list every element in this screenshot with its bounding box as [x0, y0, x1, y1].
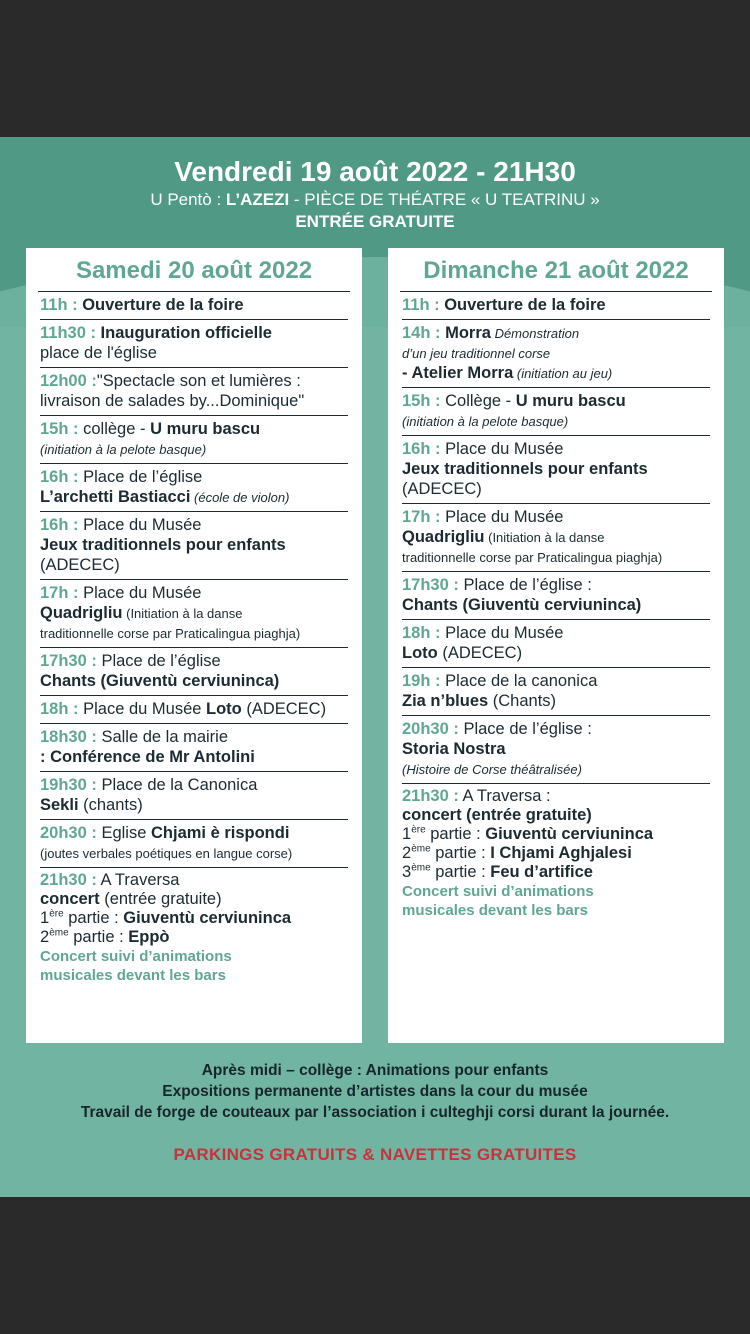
event-text: Place de l’église [78, 468, 203, 486]
event-note: (école de violon) [190, 490, 290, 505]
bottom-black-bar [0, 1197, 750, 1334]
event-time: 11h : [402, 296, 440, 314]
event-time: 17h30 : [40, 652, 97, 670]
event-bold: Jeux traditionnels pour enfants [40, 536, 286, 554]
event-note: (Histoire de Corse théâtralisée) [402, 762, 582, 777]
concert-note: Concert suivi d’animations [40, 948, 232, 965]
part-label: partie : [63, 909, 124, 927]
sunday-title: Dimanche 21 août 2022 [400, 248, 712, 292]
event-time: 17h30 : [402, 576, 459, 594]
list-item [40, 868, 348, 989]
poster-header [0, 155, 750, 233]
event-bold: Jeux traditionnels pour enfants [402, 460, 648, 478]
event-text: Ouverture de la foire [439, 296, 606, 314]
subtitle-prefix: U Pentò : [150, 190, 226, 209]
list-item [40, 696, 348, 724]
event-text: (ADECEC) [40, 556, 120, 574]
concert-note: musicales devant les bars [402, 902, 588, 919]
list-item [40, 648, 348, 696]
list-item [402, 620, 710, 668]
list-item [402, 784, 710, 924]
part-label: partie : [68, 928, 129, 946]
concert-note: musicales devant les bars [40, 967, 226, 984]
event-time: 14h : [402, 324, 441, 342]
part-ordinal: ème [411, 862, 431, 874]
list-item [402, 716, 710, 784]
list-item [402, 320, 710, 388]
friday-subtitle [0, 189, 750, 211]
list-item [40, 464, 348, 512]
event-bold: Eppò [128, 928, 170, 946]
event-time: 20h30 : [402, 720, 459, 738]
event-time: 18h30 : [40, 728, 97, 746]
event-bold: L’archetti Bastiacci [40, 488, 191, 506]
event-note: traditionnelle corse par Praticalingua piaghja) [40, 626, 301, 641]
concert-note: Concert suivi d’animations [402, 883, 594, 900]
part-ordinal: ère [49, 908, 64, 920]
event-bold: Morra [440, 324, 491, 342]
event-text: Place de l’église : [458, 576, 592, 594]
event-time: 11h : [40, 296, 78, 314]
event-note: (Initiation à la danse [484, 530, 605, 545]
free-entry: ENTRÉE GRATUITE [295, 212, 455, 231]
list-item [402, 388, 710, 436]
event-time: 15h : [402, 392, 441, 410]
event-time: 18h : [40, 700, 79, 718]
event-text: A Traversa : [458, 787, 551, 805]
list-item [40, 724, 348, 772]
subtitle-suffix: - PIÈCE DE THÉATRE « U TEATRINU » [289, 190, 600, 209]
event-time: 11h30 : [40, 324, 96, 342]
event-text: (ADECEC) [437, 644, 523, 662]
footer-line-2: Expositions permanente d’artistes dans la cour du musée [162, 1083, 588, 1100]
part-number: 1 [40, 909, 50, 927]
event-bold: - Atelier Morra [402, 364, 514, 382]
event-time: 16h : [40, 516, 79, 534]
event-time: 15h : [40, 420, 79, 438]
event-bold: Quadrigliu [40, 604, 123, 622]
event-bold: : Conférence de Mr Antolini [40, 748, 255, 766]
sunday-card [388, 248, 724, 1043]
event-note: (Initiation à la danse [122, 606, 243, 621]
event-bold: Giuventù cerviuninca [123, 909, 292, 927]
event-note: traditionnelle corse par Praticalingua piaghja) [402, 550, 663, 565]
event-text: collège - [78, 420, 151, 438]
parking-notice: PARKINGS GRATUITS & NAVETTES GRATUITES [173, 1145, 577, 1164]
event-note: (initiation au jeu) [513, 366, 613, 381]
event-time: 21h30 : [40, 871, 97, 889]
event-bold: U muru bascu [150, 420, 261, 438]
event-text: Ouverture de la foire [77, 296, 244, 314]
event-text: (entrée gratuite) [99, 890, 222, 908]
event-text: "Spectacle son et lumières : [96, 372, 301, 390]
event-bold: U muru bascu [515, 392, 626, 410]
event-bold: Inauguration officielle [95, 324, 272, 342]
event-time: 17h : [40, 584, 79, 602]
event-text: Place de la canonica [440, 672, 598, 690]
event-text: Place de la Canonica [96, 776, 258, 794]
list-item [40, 368, 348, 416]
event-poster [0, 137, 750, 1197]
saturday-title: Samedi 20 août 2022 [38, 248, 350, 292]
event-time: 12h00 : [40, 372, 97, 390]
event-text: livraison de salades by...Dominique" [40, 392, 305, 410]
part-label: partie : [425, 825, 486, 843]
event-time: 19h30 : [40, 776, 97, 794]
event-text: Place de l’église : [458, 720, 592, 738]
list-item [40, 292, 348, 320]
subtitle-bold: L’AZEZI [225, 190, 290, 209]
event-note: (joutes verbales poétiques en langue corse) [40, 846, 293, 861]
event-text: Place du Musée [78, 700, 207, 718]
event-text: A Traversa [96, 871, 180, 889]
footer-line-3: Travail de forge de couteaux par l’association i culteghji corsi durant la journée. [80, 1104, 670, 1121]
part-number: 2 [40, 928, 50, 946]
event-bold: Feu d’artifice [490, 863, 593, 881]
event-time: 17h : [402, 508, 441, 526]
event-bold: Chants (Giuventù cerviuninca) [40, 672, 280, 690]
part-ordinal: ème [411, 843, 431, 855]
part-label: partie : [430, 863, 491, 881]
event-time: 20h30 : [40, 824, 97, 842]
list-item [40, 416, 348, 464]
event-text: (Chants) [488, 692, 557, 710]
footer-line-1: Après midi – collège : Animations pour enfants [201, 1062, 549, 1079]
event-bold: concert [40, 890, 100, 908]
event-time: 19h : [402, 672, 441, 690]
friday-title: Vendredi 19 août 2022 - 21H30 [174, 156, 576, 187]
list-item [402, 572, 710, 620]
event-bold: Storia Nostra [402, 740, 506, 758]
list-item [402, 292, 710, 320]
part-ordinal: ème [49, 927, 69, 939]
list-item [40, 320, 348, 368]
event-note: (initiation à la pelote basque) [402, 414, 569, 429]
part-ordinal: ère [411, 824, 426, 836]
event-text: Place du Musée [440, 440, 564, 458]
event-text: (ADECEC) [241, 700, 327, 718]
list-item [402, 504, 710, 572]
event-time: 16h : [402, 440, 441, 458]
event-note: d’un jeu traditionnel corse [402, 346, 551, 361]
event-time: 16h : [40, 468, 79, 486]
event-text: (ADECEC) [402, 480, 482, 498]
event-text: Salle de la mairie [96, 728, 229, 746]
event-text: Place du Musée [440, 624, 564, 642]
event-bold: Zia n’blues [402, 692, 489, 710]
list-item [40, 772, 348, 820]
poster-footer [0, 1060, 750, 1165]
event-bold: Giuventù cerviuninca [485, 825, 654, 843]
event-note: Démonstration [490, 326, 580, 341]
part-number: 1 [402, 825, 412, 843]
event-bold: Quadrigliu [402, 528, 485, 546]
list-item [40, 512, 348, 580]
saturday-card [26, 248, 362, 1043]
event-time: 21h30 : [402, 787, 459, 805]
event-text: Eglise [96, 824, 151, 842]
event-bold: I Chjami Aghjalesi [490, 844, 632, 862]
event-text: Collège - [440, 392, 516, 410]
event-text: (chants) [78, 796, 143, 814]
event-bold: Chjami è rispondi [150, 824, 290, 842]
event-text: Place du Musée [440, 508, 564, 526]
part-number: 2 [402, 844, 412, 862]
event-text: place de l'église [40, 344, 157, 362]
event-text: Place de l’église [96, 652, 221, 670]
event-text: Place du Musée [78, 584, 202, 602]
list-item [40, 580, 348, 648]
list-item [402, 436, 710, 504]
part-label: partie : [430, 844, 491, 862]
top-black-bar [0, 0, 750, 137]
part-number: 3 [402, 863, 412, 881]
list-item [402, 668, 710, 716]
event-bold: Sekli [40, 796, 79, 814]
event-time: 18h : [402, 624, 441, 642]
list-item [40, 820, 348, 868]
event-note: (initiation à la pelote basque) [40, 442, 207, 457]
event-bold: Chants (Giuventù cerviuninca) [402, 596, 642, 614]
event-text: Place du Musée [78, 516, 202, 534]
event-bold: Loto [206, 700, 242, 718]
event-bold: Loto [402, 644, 438, 662]
event-bold: concert (entrée gratuite) [402, 806, 592, 824]
